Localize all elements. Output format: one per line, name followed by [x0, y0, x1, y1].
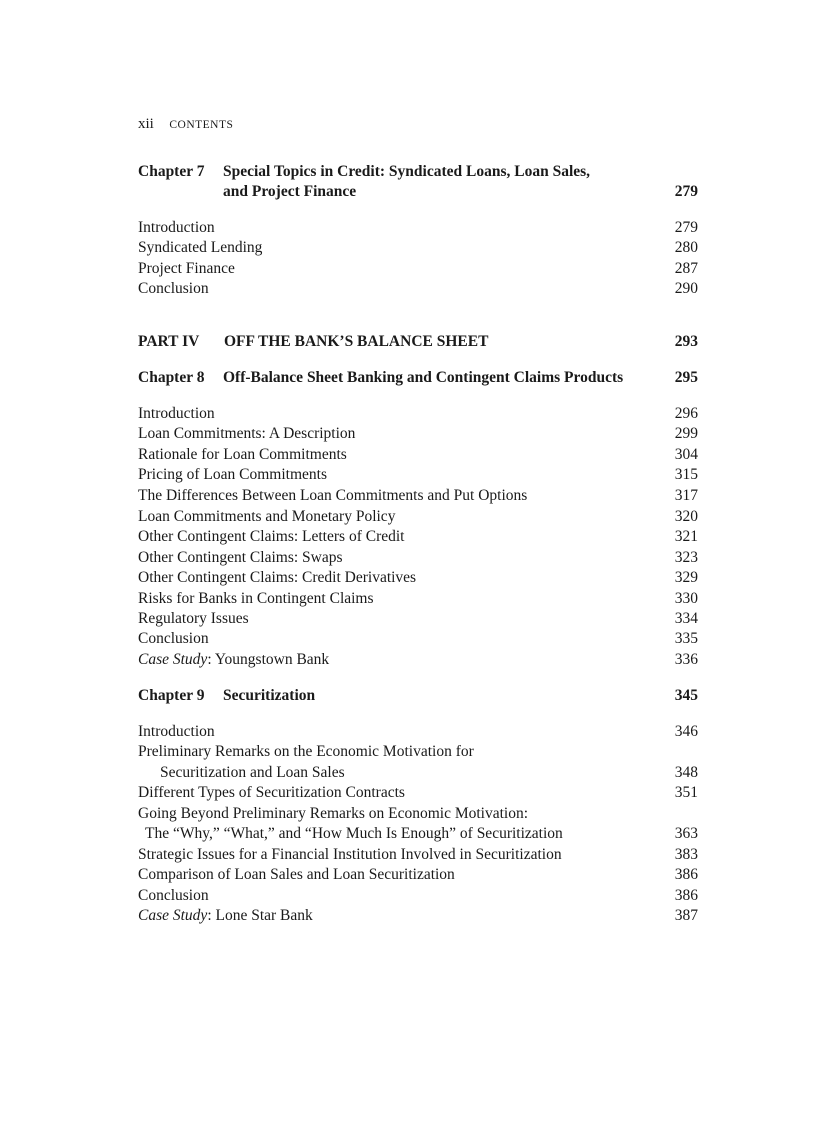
part-title: OFF THE BANK’S BALANCE SHEET — [224, 333, 489, 350]
chapter-title: Off-Balance Sheet Banking and Contingent Claims Products — [223, 369, 624, 386]
part-page: 293 — [674, 333, 698, 350]
running-head — [138, 116, 233, 133]
chapter-title: Securitization — [223, 687, 316, 704]
chapter-page: 345 — [674, 687, 698, 704]
case-study-title: : Lone Star Bank — [207, 907, 313, 924]
chapter-page: 295 — [674, 369, 698, 386]
case-study-label: Case Study — [138, 651, 208, 668]
chapter-page: 279 — [674, 183, 698, 200]
chapter-number: Chapter 7 — [138, 163, 205, 180]
page-folio: xii — [138, 116, 154, 132]
case-study-title: : Youngstown Bank — [207, 651, 330, 668]
chapter-number: Chapter 8 — [138, 369, 205, 386]
chapter-number: Chapter 9 — [138, 687, 205, 704]
part-number: PART IV — [138, 333, 200, 350]
case-study-label: Case Study — [138, 907, 208, 924]
running-head-title: CONTENTS — [169, 119, 234, 131]
chapter-title-cont: and Project Finance — [223, 183, 357, 200]
contents-page: xii CONTENTS Chapter 7 Special Topics in Credit: Syndicated Loans, Loan Sales, and Project Finance 279 Introduction 279 Syndicated Lending 280 Project Finance 287 Conclusion 290 PART IV OFF THE BANK’S BALANCE SHEET 293 Chapter 8 Off-Balance Sheet Banking and Contingent Claims Products 295 Introduction 296 Loan Commitments: A Description 299 Rationale for Loan Commitments 304 Pricing of Loan Commitments 315 The Differences Between Loan Commitments and Put Options 317 Loan Commitments and Monetary Policy 320 Other Contingent Claims: Letters of Credit 321 Other Contingent Claims: Swaps 323 Other Contingent Claims: Credit Derivatives 329 Risks for Banks in Contingent Claims 330 Regulatory Issues 334 Conclusion 335 Case Study: Youngstown Bank 336 Chapter 9 Securitization 345 Introduction 346 Preliminary Remarks on the Economic Motivation for Securitization and Loan Sales 348 Different Types of Securitization Contracts 351 Going Beyond Preliminary Remarks on Economic Motivation: The “Why,” “What,” and “How Much Is Enough” of Securitization 363 Strategic Issues for a Financial Institution Involved in Securitization 383 Comparison of Loan Sales and Loan Securitization 386 Conclusion 386 Case Study: Lone Star Bank 387 — [138, 116, 698, 924]
chapter-title: Special Topics in Credit: Syndicated Loans, Loan Sales, — [223, 163, 591, 180]
